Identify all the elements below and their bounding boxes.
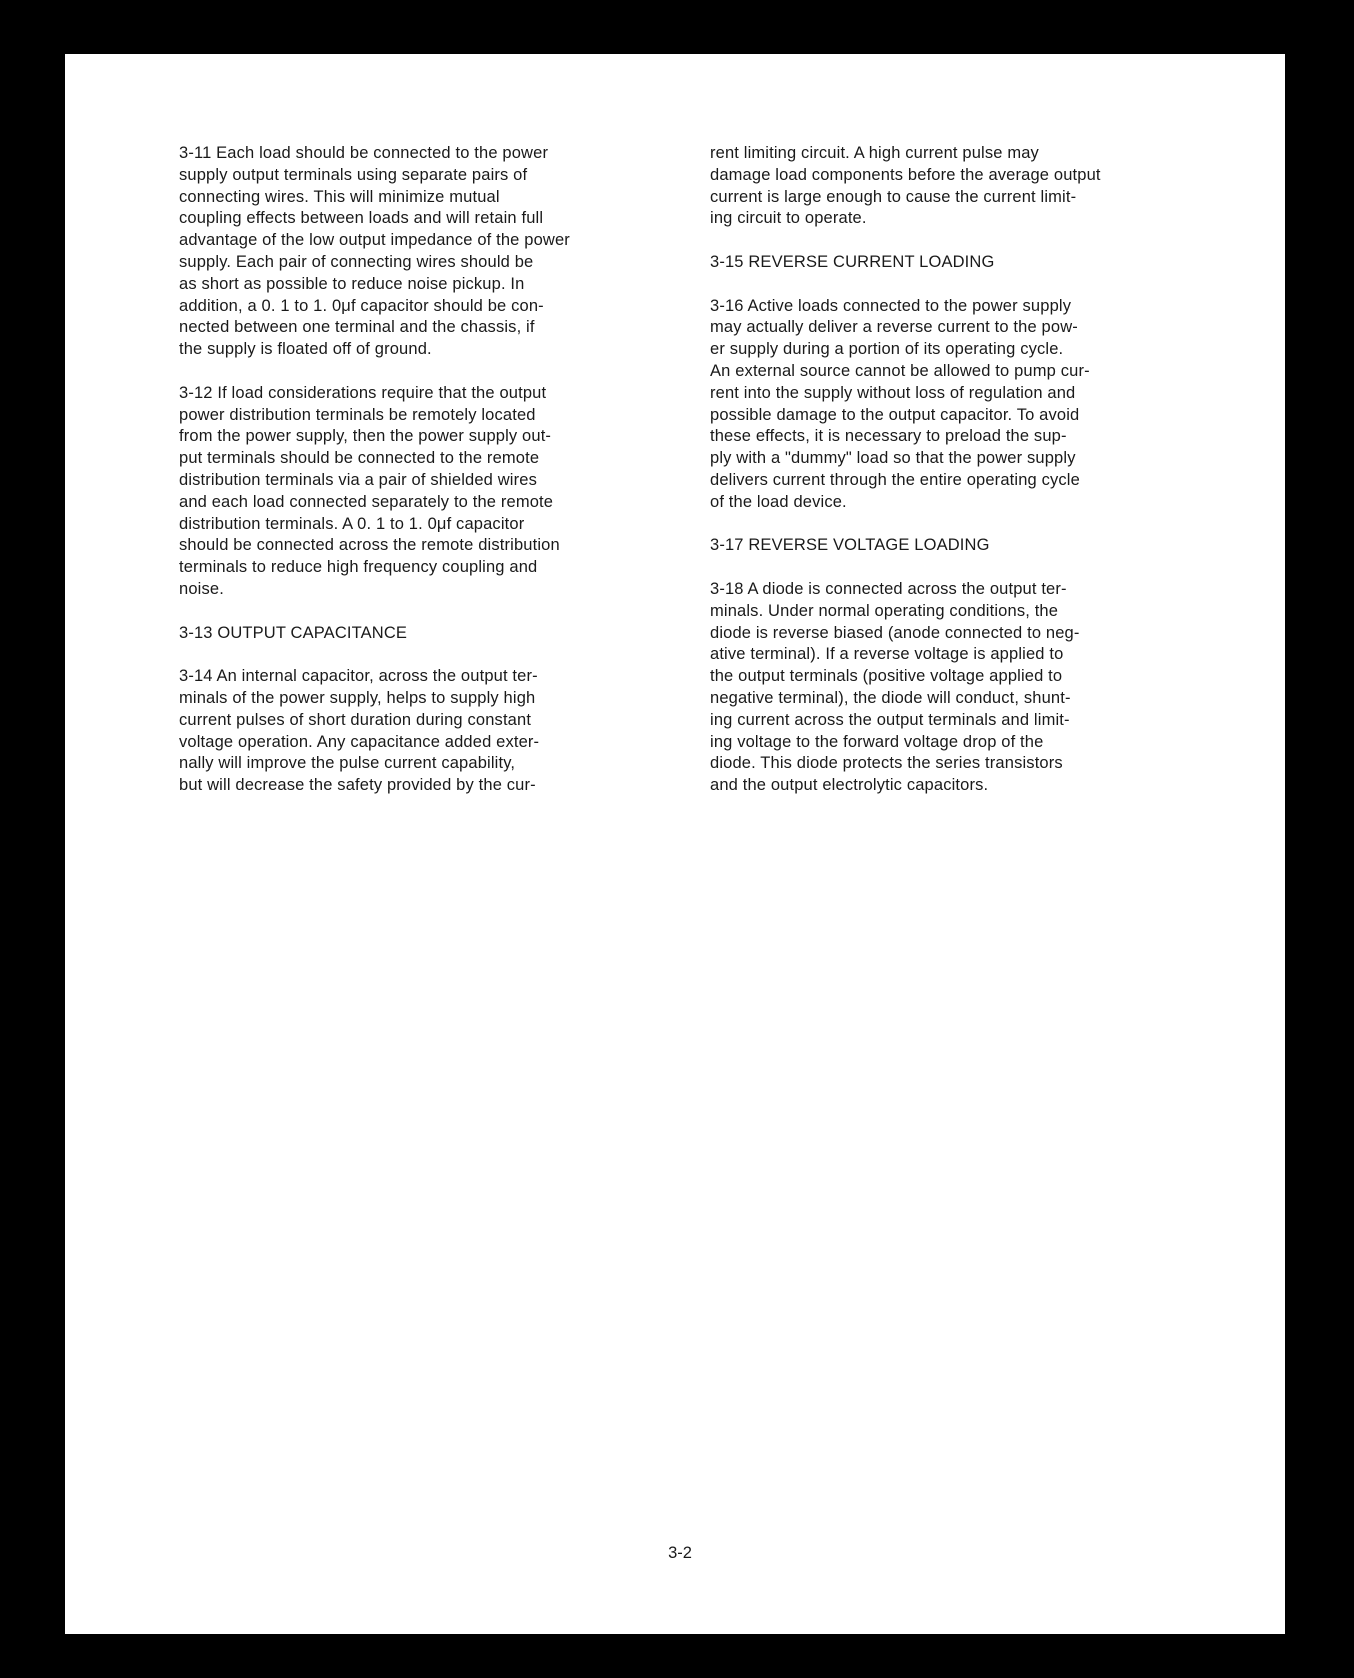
text-line: the supply is floated off of ground. (179, 340, 432, 359)
page-number: 3-2 (668, 1544, 692, 1562)
text-line: as short as possible to reduce noise pickup. In (179, 274, 525, 293)
text-line: nally will improve the pulse current capability, (179, 754, 516, 773)
text-line: negative terminal), the diode will conduct, shunt- (710, 688, 1071, 707)
text-line: supply output terminals using separate pairs of (179, 165, 528, 184)
paragraph-3-16 (710, 296, 1210, 514)
text-line: ing circuit to operate. (710, 209, 867, 228)
text-line: distribution terminals. A 0. 1 to 1. 0μf capacitor (179, 514, 525, 533)
text-line: but will decrease the safety provided by the cur- (179, 776, 536, 795)
section-heading-3-17: 3-17 REVERSE VOLTAGE LOADING (710, 536, 990, 555)
text-line: minals. Under normal operating conditions, the (710, 601, 1059, 620)
section-heading-3-13: 3-13 OUTPUT CAPACITANCE (179, 623, 408, 642)
text-line: noise. (179, 579, 224, 598)
text-line: 3-11 Each load should be connected to the power (179, 144, 549, 162)
text-line: diode is reverse biased (anode connected to neg- (710, 623, 1080, 642)
text-line: distribution terminals via a pair of shielded wires (179, 470, 537, 489)
paragraph-3-11 (179, 143, 679, 361)
section-heading-3-15: 3-15 REVERSE CURRENT LOADING (710, 252, 995, 271)
text-line: diode. This diode protects the series transistors (710, 754, 1063, 773)
text-line: minals of the power supply, helps to supply high (179, 688, 536, 707)
paragraph-3-14 (179, 666, 679, 797)
text-line: rent into the supply without loss of regulation and (710, 383, 1076, 402)
text-line: current pulses of short duration during constant (179, 710, 532, 729)
text-line: possible damage to the output capacitor. To avoid (710, 405, 1080, 424)
text-line: ply with a "dummy" load so that the power supply (710, 449, 1076, 468)
left-column (179, 143, 679, 819)
paragraph-3-18 (710, 579, 1210, 797)
text-line: and the output electrolytic capacitors. (710, 776, 989, 795)
text-line: 3-12 If load considerations require that the output (179, 383, 547, 402)
text-line: nected between one terminal and the chassis, if (179, 318, 535, 337)
text-line: 3-16 Active loads connected to the power supply (710, 296, 1072, 315)
text-line: rent limiting circuit. A high current pulse may (710, 144, 1039, 162)
text-line: 3-18 A diode is connected across the output ter- (710, 579, 1067, 598)
text-line: supply. Each pair of connecting wires should be (179, 252, 534, 271)
text-line: ing voltage to the forward voltage drop of the (710, 732, 1044, 751)
text-line: of the load device. (710, 492, 847, 511)
text-line: voltage operation. Any capacitance added exter- (179, 732, 540, 751)
text-line: may actually deliver a reverse current to the pow- (710, 318, 1078, 337)
text-line: An external source cannot be allowed to pump cur- (710, 361, 1090, 380)
text-line: power distribution terminals be remotely located (179, 405, 536, 424)
paragraph-3-14-continued (710, 143, 1210, 230)
text-line: coupling effects between loads and will retain full (179, 209, 544, 228)
paragraph-3-12 (179, 383, 679, 601)
text-line: advantage of the low output impedance of the power (179, 231, 570, 250)
text-line: delivers current through the entire operating cycle (710, 470, 1080, 489)
text-line: terminals to reduce high frequency coupling and (179, 558, 538, 577)
text-line: current is large enough to cause the current limit- (710, 187, 1077, 206)
right-column (710, 143, 1210, 819)
text-line: damage load components before the average output (710, 165, 1101, 184)
text-line: ative terminal). If a reverse voltage is applied to (710, 645, 1064, 664)
text-line: connecting wires. This will minimize mutual (179, 187, 500, 206)
text-line: put terminals should be connected to the remote (179, 449, 540, 468)
text-line: these effects, it is necessary to preload the sup- (710, 427, 1067, 446)
text-line: 3-14 An internal capacitor, across the output ter- (179, 667, 538, 686)
text-line: from the power supply, then the power supply out- (179, 427, 552, 446)
text-line: addition, a 0. 1 to 1. 0μf capacitor should be con- (179, 296, 544, 315)
text-line: ing current across the output terminals and limit- (710, 710, 1070, 729)
text-line: should be connected across the remote distribution (179, 536, 560, 555)
text-line: and each load connected separately to the remote (179, 492, 554, 511)
document-page (65, 54, 1285, 1634)
text-line: er supply during a portion of its operating cycle. (710, 340, 1064, 359)
text-line: the output terminals (positive voltage applied to (710, 667, 1063, 686)
